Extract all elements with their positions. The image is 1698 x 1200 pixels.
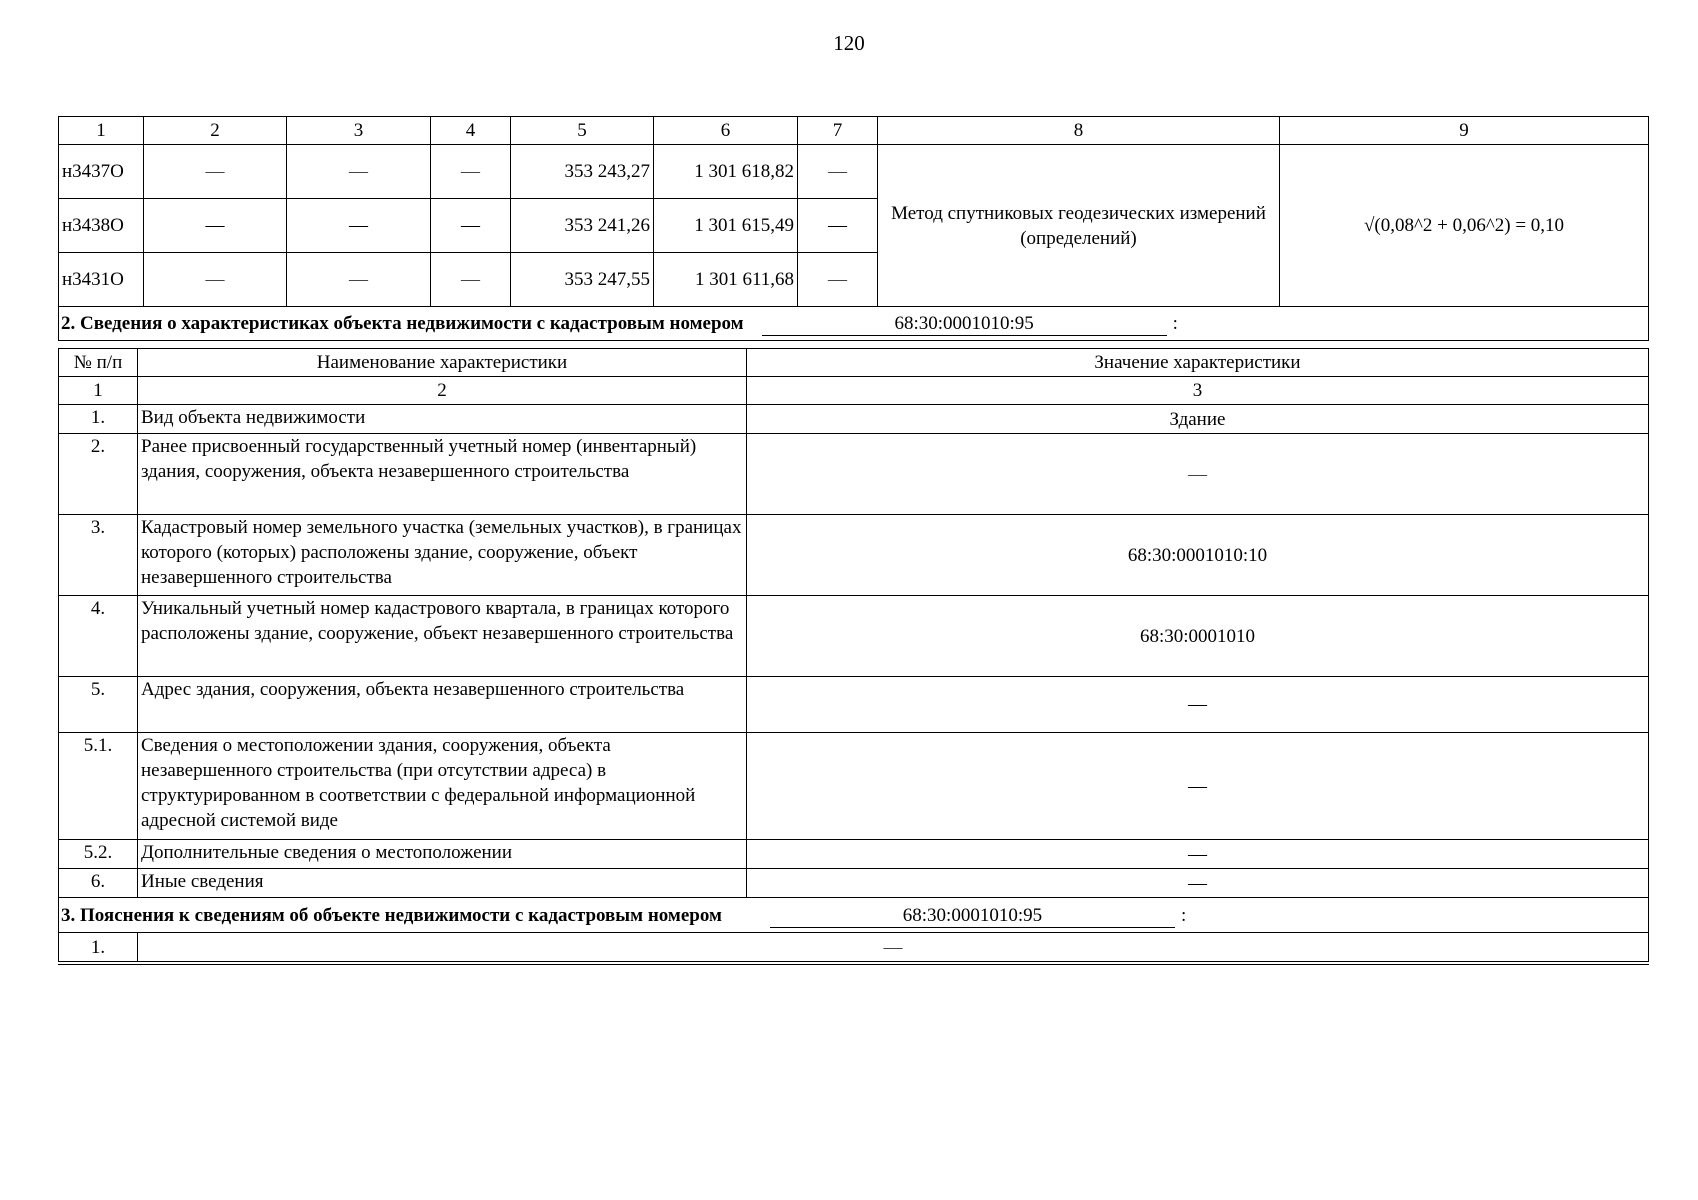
point-name: н3438О	[59, 199, 144, 253]
row-name: Дополнительные сведения о местоположении	[138, 840, 747, 869]
column-number: 5	[511, 117, 654, 145]
column-number: 9	[1280, 117, 1649, 145]
section-3-cad-number: 68:30:0001010:95	[770, 905, 1175, 928]
empty-cell: —	[144, 145, 287, 199]
section-3-colon: :	[1180, 904, 1187, 926]
section-2-cad-number: 68:30:0001010:95	[762, 313, 1167, 336]
column-number-row	[59, 377, 1649, 405]
table-row	[59, 405, 1649, 434]
table-row	[59, 733, 1649, 840]
row-num: 5.1.	[59, 733, 138, 840]
header-value: Значение характеристики	[747, 349, 1649, 377]
column-number: 1	[59, 117, 144, 145]
empty-cell: —	[431, 199, 511, 253]
row-name: Вид объекта недвижимости	[138, 405, 747, 434]
section-2-title: 2. Сведения о характеристиках объекта недвижимости с кадастровым номером	[61, 313, 744, 334]
method-cell: Метод спутниковых геодезических измерений (определений)	[878, 145, 1280, 307]
row-name: Иные сведения	[138, 869, 747, 898]
empty-cell: —	[287, 199, 431, 253]
section-2-header	[59, 307, 1649, 341]
row-value: —	[747, 434, 1649, 515]
row-value: —	[747, 733, 1649, 840]
row-num: 1.	[59, 405, 138, 434]
column-number: 3	[747, 377, 1649, 405]
table-row	[59, 596, 1649, 677]
row-name: Адрес здания, сооружения, объекта незавершенного строительства	[138, 677, 747, 733]
page-number: 120	[833, 31, 865, 55]
point-name: н3437О	[59, 145, 144, 199]
coord-y: 1 301 618,82	[654, 145, 798, 199]
empty-cell: —	[431, 253, 511, 307]
empty-cell: —	[144, 253, 287, 307]
coord-y: 1 301 615,49	[654, 199, 798, 253]
table-row	[59, 677, 1649, 733]
header-row	[59, 349, 1649, 377]
coord-x: 353 241,26	[511, 199, 654, 253]
column-number: 3	[287, 117, 431, 145]
column-number: 6	[654, 117, 798, 145]
empty-cell: —	[798, 145, 878, 199]
column-number: 8	[878, 117, 1280, 145]
header-name: Наименование характеристики	[138, 349, 747, 377]
row-num: 4.	[59, 596, 138, 677]
row-num: 6.	[59, 869, 138, 898]
empty-cell: —	[144, 199, 287, 253]
row-num: 2.	[59, 434, 138, 515]
section-3-title: 3. Пояснения к сведениям об объекте недвижимости с кадастровым номером	[61, 904, 722, 926]
row-num: 3.	[59, 515, 138, 596]
table-row	[59, 145, 1649, 199]
row-value: —	[747, 677, 1649, 733]
column-number: 7	[798, 117, 878, 145]
section-3-header	[59, 898, 1649, 933]
table-row	[59, 515, 1649, 596]
row-name: Уникальный учетный номер кадастрового квартала, в границах которого расположены здание, сооружение, объект незавершенного строительства	[138, 596, 747, 677]
coord-y: 1 301 611,68	[654, 253, 798, 307]
row-value: 68:30:0001010:10	[747, 515, 1649, 596]
empty-cell: —	[287, 253, 431, 307]
row-name: Сведения о местоположении здания, сооружения, объекта незавершенного строительства (при отсутствии адреса) в структурированном в соответствии с федеральной информационной адресной системой виде	[138, 733, 747, 840]
empty-cell: —	[431, 145, 511, 199]
header-num: № п/п	[59, 349, 138, 377]
section-2-colon: :	[1172, 313, 1178, 334]
column-number: 1	[59, 377, 138, 405]
empty-cell: —	[287, 145, 431, 199]
column-number: 4	[431, 117, 511, 145]
row-value: 68:30:0001010	[747, 596, 1649, 677]
accuracy-formula: √(0,08^2 + 0,06^2) = 0,10	[1280, 145, 1649, 307]
characteristics-table	[58, 348, 1649, 965]
table-row	[59, 869, 1649, 898]
coord-x: 353 243,27	[511, 145, 654, 199]
column-number: 2	[138, 377, 747, 405]
table-row	[59, 933, 1649, 964]
row-num: 5.	[59, 677, 138, 733]
row-name: Ранее присвоенный государственный учетный номер (инвентарный) здания, сооружения, объекта незавершенного строительства	[138, 434, 747, 515]
row-value: —	[747, 840, 1649, 869]
table-row	[59, 840, 1649, 869]
row-value: Здание	[747, 405, 1649, 434]
column-number-row	[59, 117, 1649, 145]
empty-cell: —	[798, 199, 878, 253]
empty-cell: —	[798, 253, 878, 307]
coord-x: 353 247,55	[511, 253, 654, 307]
row-num: 5.2.	[59, 840, 138, 869]
point-name: н3431О	[59, 253, 144, 307]
row-num: 1.	[59, 933, 138, 964]
coordinates-table	[58, 116, 1649, 341]
row-name: Кадастровый номер земельного участка (земельных участков), в границах которого (которых) расположены здание, сооружение, объект незавершенного строительства	[138, 515, 747, 596]
column-number: 2	[144, 117, 287, 145]
row-value: —	[747, 869, 1649, 898]
row-value: —	[138, 933, 1649, 964]
table-row	[59, 434, 1649, 515]
